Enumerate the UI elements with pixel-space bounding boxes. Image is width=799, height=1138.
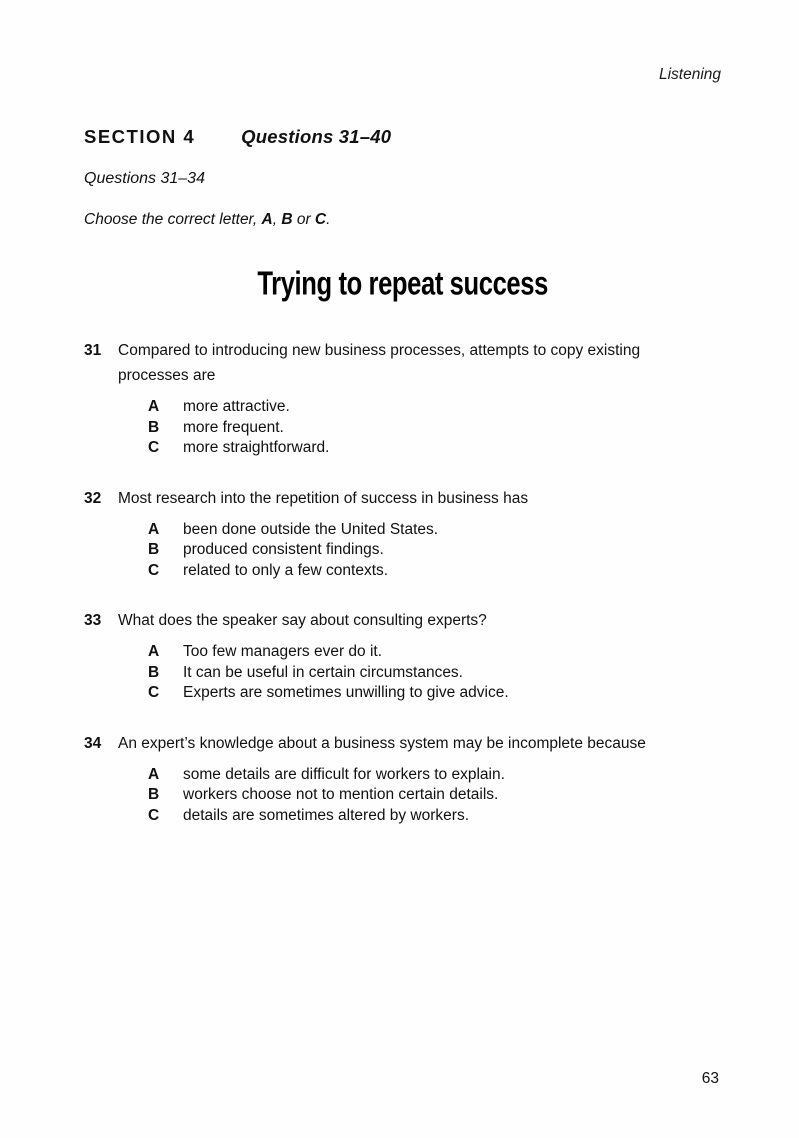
question-number: 31: [84, 342, 102, 359]
option-text: It can be useful in certain circumstances.: [183, 663, 463, 681]
question-body: [118, 608, 721, 704]
question-body: [118, 486, 721, 582]
option-text: related to only a few contexts.: [183, 561, 389, 579]
question-number: 32: [84, 489, 102, 507]
option-31-b: [118, 418, 721, 439]
option-letter: A: [148, 643, 160, 660]
option-letter: C: [148, 684, 160, 701]
question-34: [84, 731, 721, 827]
option-letter: C: [148, 806, 160, 824]
question-number: 33: [84, 612, 102, 629]
question-33: [84, 608, 721, 704]
option-letter: C: [148, 561, 160, 579]
option-letter: A: [148, 520, 160, 538]
option-letter: B: [148, 418, 160, 436]
option-text: Too few managers ever do it.: [183, 643, 383, 660]
option-text: been done outside the United States.: [183, 520, 439, 538]
option-33-b: [118, 663, 721, 684]
section-question-range: Questions 31–40: [241, 126, 392, 147]
option-text: Experts are sometimes unwilling to give advice.: [183, 684, 509, 701]
question-number: 34: [84, 734, 102, 752]
option-text: more frequent.: [183, 418, 284, 436]
instruction-period: .: [326, 211, 331, 228]
option-31-c: [118, 438, 721, 459]
option-33-a: [118, 642, 721, 663]
instruction-letter-a: A: [261, 211, 273, 228]
section-label: SECTION 4: [84, 126, 196, 147]
option-32-a: [118, 520, 721, 541]
option-text: details are sometimes altered by workers.: [183, 806, 470, 824]
option-letter: C: [148, 439, 160, 456]
question-body: [118, 338, 721, 459]
instruction-text: Choose the correct letter,: [84, 211, 262, 228]
question-group-label: Questions 31–34: [84, 170, 205, 187]
option-34-b: [118, 785, 721, 806]
option-33-c: [118, 683, 721, 704]
instruction-letter-c: C: [314, 211, 327, 228]
option-letter: B: [148, 663, 160, 681]
question-31: [84, 338, 721, 459]
instruction-letter-b: B: [281, 211, 293, 228]
option-text: more attractive.: [183, 398, 290, 415]
option-text: more straightforward.: [183, 439, 330, 456]
passage-title: [84, 263, 721, 303]
question-text: Most research into the repetition of success in business has: [118, 489, 529, 507]
option-32-c: [118, 561, 721, 582]
option-text: some details are difficult for workers to explain.: [183, 765, 505, 783]
option-text: workers choose not to mention certain details.: [183, 786, 499, 803]
section-heading: [84, 126, 721, 148]
option-34-c: [118, 806, 721, 827]
page-number: 63: [701, 1070, 719, 1087]
option-31-a: [118, 397, 721, 418]
option-letter: A: [148, 765, 160, 783]
question-32: [84, 486, 721, 582]
passage-title-text: Trying to repeat success: [257, 264, 548, 302]
option-letter: B: [148, 786, 160, 803]
option-letter: A: [148, 398, 160, 415]
option-32-b: [118, 540, 721, 561]
instruction-sep-2: or: [292, 211, 315, 228]
question-body: [118, 731, 721, 827]
option-34-a: [118, 765, 721, 786]
instruction-sep-1: ,: [272, 211, 282, 228]
instruction-line: [84, 210, 721, 230]
running-header: Listening: [658, 66, 721, 83]
question-text: Compared to introducing new business processes, attempts to copy existing processes are: [118, 342, 641, 384]
question-text: What does the speaker say about consulting experts?: [118, 612, 487, 629]
option-text: produced consistent findings.: [183, 541, 384, 558]
option-letter: B: [148, 541, 160, 558]
question-text: An expert’s knowledge about a business system may be incomplete because: [118, 734, 646, 752]
question-list: [84, 338, 721, 826]
